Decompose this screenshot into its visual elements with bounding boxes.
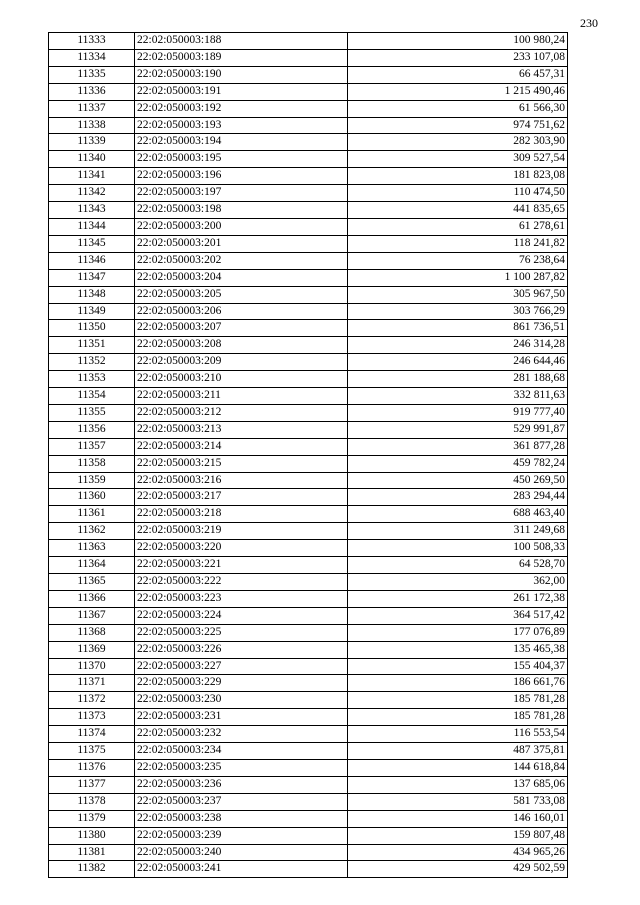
cadastral-number-cell: 22:02:050003:222: [135, 574, 348, 591]
row-number-cell: 11334: [49, 49, 135, 66]
row-number-cell: 11369: [49, 641, 135, 658]
table-row: [49, 523, 568, 540]
row-number-cell: 11346: [49, 252, 135, 269]
row-number-cell: 11367: [49, 607, 135, 624]
row-number-cell: 11358: [49, 455, 135, 472]
cadastral-number-cell: 22:02:050003:189: [135, 49, 348, 66]
cadastral-value-cell: 261 172,38: [348, 590, 568, 607]
cadastral-value-cell: 861 736,51: [348, 320, 568, 337]
cadastral-number-cell: 22:02:050003:223: [135, 590, 348, 607]
table-row: [49, 844, 568, 861]
cadastral-value-cell: 233 107,08: [348, 49, 568, 66]
page-number: 230: [580, 16, 598, 30]
cadastral-number-cell: 22:02:050003:214: [135, 438, 348, 455]
cadastral-value-cell: 144 618,84: [348, 759, 568, 776]
row-number-cell: 11343: [49, 202, 135, 219]
cadastral-number-cell: 22:02:050003:212: [135, 404, 348, 421]
cadastral-number-cell: 22:02:050003:198: [135, 202, 348, 219]
row-number-cell: 11366: [49, 590, 135, 607]
row-number-cell: 11375: [49, 743, 135, 760]
row-number-cell: 11359: [49, 472, 135, 489]
row-number-cell: 11348: [49, 286, 135, 303]
cadastral-number-cell: 22:02:050003:213: [135, 421, 348, 438]
row-number-cell: 11352: [49, 354, 135, 371]
cadastral-value-cell: 118 241,82: [348, 235, 568, 252]
table-row: [49, 489, 568, 506]
cadastral-number-cell: 22:02:050003:235: [135, 759, 348, 776]
table-row: [49, 49, 568, 66]
cadastral-value-cell: 110 474,50: [348, 185, 568, 202]
row-number-cell: 11349: [49, 303, 135, 320]
table-row: [49, 134, 568, 151]
table-row: [49, 675, 568, 692]
row-number-cell: 11377: [49, 776, 135, 793]
table-row: [49, 185, 568, 202]
cadastral-value-cell: 282 303,90: [348, 134, 568, 151]
row-number-cell: 11356: [49, 421, 135, 438]
table-row: [49, 404, 568, 421]
cadastral-value-cell: 305 967,50: [348, 286, 568, 303]
table-row: [49, 455, 568, 472]
row-number-cell: 11368: [49, 624, 135, 641]
cadastral-value-cell: 185 781,28: [348, 709, 568, 726]
cadastral-number-cell: 22:02:050003:193: [135, 117, 348, 134]
table-row: [49, 320, 568, 337]
table-row: [49, 100, 568, 117]
cadastral-value-cell: 177 076,89: [348, 624, 568, 641]
table-row: [49, 337, 568, 354]
cadastral-number-cell: 22:02:050003:200: [135, 218, 348, 235]
table-row: [49, 371, 568, 388]
row-number-cell: 11379: [49, 810, 135, 827]
cadastral-value-cell: 66 457,31: [348, 66, 568, 83]
cadastral-number-cell: 22:02:050003:208: [135, 337, 348, 354]
cadastral-number-cell: 22:02:050003:210: [135, 371, 348, 388]
cadastral-value-cell: 1 215 490,46: [348, 83, 568, 100]
row-number-cell: 11381: [49, 844, 135, 861]
cadastral-value-cell: 281 188,68: [348, 371, 568, 388]
table-row: [49, 421, 568, 438]
cadastral-number-cell: 22:02:050003:227: [135, 658, 348, 675]
cadastral-value-cell: 487 375,81: [348, 743, 568, 760]
cadastral-number-cell: 22:02:050003:230: [135, 692, 348, 709]
row-number-cell: 11370: [49, 658, 135, 675]
cadastral-value-cell: 64 528,70: [348, 557, 568, 574]
row-number-cell: 11344: [49, 218, 135, 235]
row-number-cell: 11354: [49, 388, 135, 405]
table-row: [49, 438, 568, 455]
cadastral-value-cell: 362,00: [348, 574, 568, 591]
row-number-cell: 11360: [49, 489, 135, 506]
cadastral-number-cell: 22:02:050003:215: [135, 455, 348, 472]
cadastral-value-cell: 332 811,63: [348, 388, 568, 405]
row-number-cell: 11339: [49, 134, 135, 151]
row-number-cell: 11373: [49, 709, 135, 726]
table-row: [49, 557, 568, 574]
cadastral-value-cell: 61 278,61: [348, 218, 568, 235]
cadastral-value-cell: 688 463,40: [348, 506, 568, 523]
cadastral-value-cell: 1 100 287,82: [348, 269, 568, 286]
table-row: [49, 810, 568, 827]
cadastral-value-cell: 361 877,28: [348, 438, 568, 455]
cadastral-number-cell: 22:02:050003:207: [135, 320, 348, 337]
cadastral-value-cell: 246 314,28: [348, 337, 568, 354]
cadastral-number-cell: 22:02:050003:204: [135, 269, 348, 286]
cadastral-number-cell: 22:02:050003:231: [135, 709, 348, 726]
cadastral-number-cell: 22:02:050003:190: [135, 66, 348, 83]
row-number-cell: 11372: [49, 692, 135, 709]
table-row: [49, 726, 568, 743]
cadastral-value-cell: 246 644,46: [348, 354, 568, 371]
table-row: [49, 354, 568, 371]
cadastral-number-cell: 22:02:050003:239: [135, 827, 348, 844]
cadastral-value-cell: 974 751,62: [348, 117, 568, 134]
table-row: [49, 83, 568, 100]
cadastral-value-cell: 137 685,06: [348, 776, 568, 793]
row-number-cell: 11357: [49, 438, 135, 455]
table-row: [49, 658, 568, 675]
table-row: [49, 861, 568, 878]
cadastral-number-cell: 22:02:050003:194: [135, 134, 348, 151]
row-number-cell: 11333: [49, 33, 135, 50]
cadastral-number-cell: 22:02:050003:236: [135, 776, 348, 793]
row-number-cell: 11353: [49, 371, 135, 388]
cadastral-number-cell: 22:02:050003:201: [135, 235, 348, 252]
table-row: [49, 151, 568, 168]
cadastral-number-cell: 22:02:050003:195: [135, 151, 348, 168]
cadastral-value-cell: 185 781,28: [348, 692, 568, 709]
table-row: [49, 202, 568, 219]
cadastral-number-cell: 22:02:050003:218: [135, 506, 348, 523]
table-row: [49, 540, 568, 557]
cadastral-number-cell: 22:02:050003:234: [135, 743, 348, 760]
cadastral-number-cell: 22:02:050003:192: [135, 100, 348, 117]
cadastral-value-cell: 116 553,54: [348, 726, 568, 743]
cadastral-value-cell: 364 517,42: [348, 607, 568, 624]
cadastral-number-cell: 22:02:050003:219: [135, 523, 348, 540]
table-row: [49, 117, 568, 134]
row-number-cell: 11351: [49, 337, 135, 354]
cadastral-value-cell: 434 965,26: [348, 844, 568, 861]
cadastral-number-cell: 22:02:050003:220: [135, 540, 348, 557]
row-number-cell: 11380: [49, 827, 135, 844]
cadastral-value-cell: 919 777,40: [348, 404, 568, 421]
row-number-cell: 11361: [49, 506, 135, 523]
cadastral-number-cell: 22:02:050003:217: [135, 489, 348, 506]
table-row: [49, 235, 568, 252]
cadastral-number-cell: 22:02:050003:211: [135, 388, 348, 405]
cadastral-number-cell: 22:02:050003:225: [135, 624, 348, 641]
cadastral-value-cell: 155 404,37: [348, 658, 568, 675]
cadastral-number-cell: 22:02:050003:188: [135, 33, 348, 50]
cadastral-value-cell: 450 269,50: [348, 472, 568, 489]
row-number-cell: 11340: [49, 151, 135, 168]
table-row: [49, 574, 568, 591]
row-number-cell: 11362: [49, 523, 135, 540]
cadastral-value-cell: 100 980,24: [348, 33, 568, 50]
row-number-cell: 11355: [49, 404, 135, 421]
cadastral-number-cell: 22:02:050003:224: [135, 607, 348, 624]
row-number-cell: 11335: [49, 66, 135, 83]
row-number-cell: 11350: [49, 320, 135, 337]
table-row: [49, 33, 568, 50]
row-number-cell: 11378: [49, 793, 135, 810]
cadastral-value-cell: 581 733,08: [348, 793, 568, 810]
row-number-cell: 11341: [49, 168, 135, 185]
cadastral-value-cell: 186 661,76: [348, 675, 568, 692]
row-number-cell: 11363: [49, 540, 135, 557]
table-row: [49, 252, 568, 269]
table-row: [49, 709, 568, 726]
table-row: [49, 472, 568, 489]
cadastral-number-cell: 22:02:050003:240: [135, 844, 348, 861]
row-number-cell: 11365: [49, 574, 135, 591]
cadastral-number-cell: 22:02:050003:216: [135, 472, 348, 489]
row-number-cell: 11382: [49, 861, 135, 878]
cadastral-value-cell: 429 502,59: [348, 861, 568, 878]
cadastral-number-cell: 22:02:050003:241: [135, 861, 348, 878]
table-row: [49, 641, 568, 658]
table-row: [49, 388, 568, 405]
cadastral-value-cell: 61 566,30: [348, 100, 568, 117]
row-number-cell: 11347: [49, 269, 135, 286]
cadastral-value-cell: 459 782,24: [348, 455, 568, 472]
table-row: [49, 218, 568, 235]
cadastral-value-cell: 100 508,33: [348, 540, 568, 557]
table-row: [49, 590, 568, 607]
table-row: [49, 827, 568, 844]
table-row: [49, 793, 568, 810]
cadastral-value-cell: 76 238,64: [348, 252, 568, 269]
table-row: [49, 624, 568, 641]
table-row: [49, 743, 568, 760]
cadastral-number-cell: 22:02:050003:197: [135, 185, 348, 202]
row-number-cell: 11371: [49, 675, 135, 692]
cadastral-number-cell: 22:02:050003:205: [135, 286, 348, 303]
cadastral-value-cell: 135 465,38: [348, 641, 568, 658]
cadastral-number-cell: 22:02:050003:229: [135, 675, 348, 692]
table-row: [49, 269, 568, 286]
table-body: [49, 33, 568, 878]
cadastral-value-cell: 309 527,54: [348, 151, 568, 168]
cadastral-value-cell: 159 807,48: [348, 827, 568, 844]
row-number-cell: 11376: [49, 759, 135, 776]
table-row: [49, 506, 568, 523]
cadastral-value-cell: 303 766,29: [348, 303, 568, 320]
cadastral-value-cell: 146 160,01: [348, 810, 568, 827]
cadastral-number-cell: 22:02:050003:209: [135, 354, 348, 371]
cadastral-number-cell: 22:02:050003:238: [135, 810, 348, 827]
row-number-cell: 11374: [49, 726, 135, 743]
cadastral-number-cell: 22:02:050003:232: [135, 726, 348, 743]
cadastral-number-cell: 22:02:050003:237: [135, 793, 348, 810]
cadastral-value-cell: 311 249,68: [348, 523, 568, 540]
row-number-cell: 11337: [49, 100, 135, 117]
table-row: [49, 759, 568, 776]
cadastral-number-cell: 22:02:050003:191: [135, 83, 348, 100]
cadastral-number-cell: 22:02:050003:226: [135, 641, 348, 658]
row-number-cell: 11342: [49, 185, 135, 202]
row-number-cell: 11345: [49, 235, 135, 252]
table-row: [49, 692, 568, 709]
cadastral-value-cell: 283 294,44: [348, 489, 568, 506]
cadastral-value-cell: 181 823,08: [348, 168, 568, 185]
table-row: [49, 776, 568, 793]
cadastral-number-cell: 22:02:050003:202: [135, 252, 348, 269]
table-row: [49, 168, 568, 185]
table-row: [49, 607, 568, 624]
cadastral-number-cell: 22:02:050003:196: [135, 168, 348, 185]
table-row: [49, 286, 568, 303]
cadastral-value-cell: 529 991,87: [348, 421, 568, 438]
cadastral-value-cell: 441 835,65: [348, 202, 568, 219]
cadastral-number-cell: 22:02:050003:206: [135, 303, 348, 320]
table-row: [49, 66, 568, 83]
row-number-cell: 11364: [49, 557, 135, 574]
cadastral-value-table: [48, 32, 568, 878]
row-number-cell: 11336: [49, 83, 135, 100]
table-row: [49, 303, 568, 320]
cadastral-number-cell: 22:02:050003:221: [135, 557, 348, 574]
row-number-cell: 11338: [49, 117, 135, 134]
